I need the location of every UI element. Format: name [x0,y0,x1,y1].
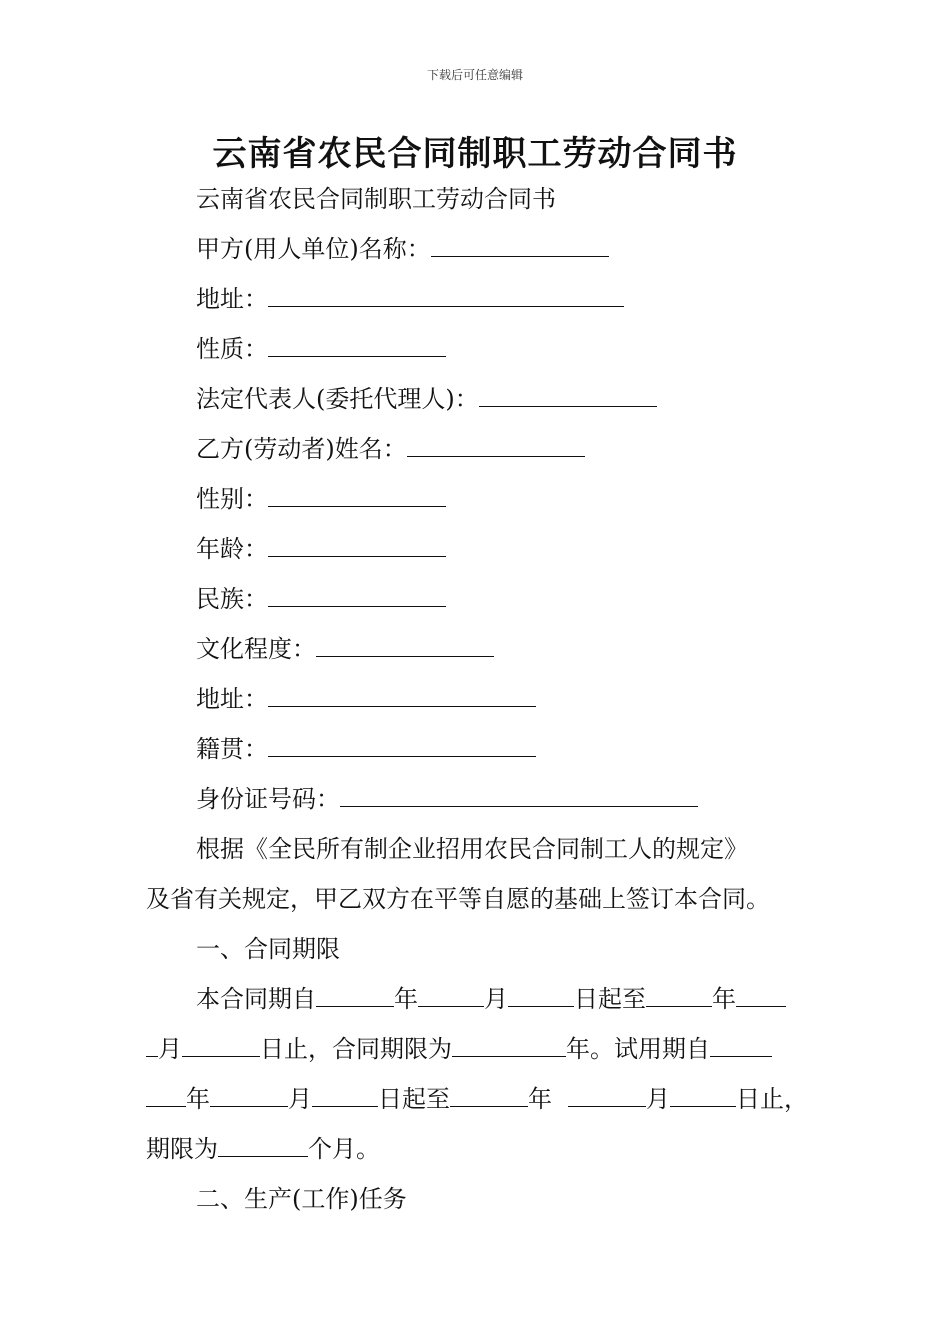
field-ethnicity [196,582,446,616]
field-id-number [196,782,698,816]
term-text: 月 [484,985,508,1013]
fill-blank [479,382,657,407]
term-text: 日止，合同期限为 [260,1035,452,1063]
fill-blank [268,582,446,607]
term-text: 年 [528,1085,552,1113]
fill-blank [210,1082,288,1107]
fill-blank [450,1082,528,1107]
contract-term-line-1 [196,982,786,1016]
term-text: 月 [646,1085,670,1113]
field-label: 法定代表人(委托代理人)： [196,385,479,413]
fill-blank [418,982,484,1007]
field-label: 地址： [196,285,268,313]
fill-blank [268,282,624,307]
fill-blank [452,1032,566,1057]
fill-blank [146,1032,158,1057]
field-label: 年龄： [196,535,268,563]
fill-blank [312,1082,378,1107]
field-employer-address [196,282,624,316]
document-title: 云南省农民合同制职工劳动合同书 [212,134,738,174]
preamble-line-2: 及省有关规定，甲乙双方在平等自愿的基础上签订本合同。 [146,885,770,913]
fill-blank [670,1082,736,1107]
fill-blank [568,1082,646,1107]
contract-term-line-4 [146,1132,380,1166]
field-native-place [196,732,536,766]
term-text: 年 [394,985,418,1013]
field-education [196,632,494,666]
term-text: 日止， [736,1085,808,1113]
term-text: 日起至 [574,985,646,1013]
fill-blank [431,232,609,257]
field-label: 性质： [196,335,268,363]
fill-blank [268,682,536,707]
term-text: 月 [158,1035,182,1063]
field-label: 地址： [196,685,268,713]
fill-blank [316,632,494,657]
fill-blank [508,982,574,1007]
field-label: 民族： [196,585,268,613]
fill-blank [646,982,712,1007]
field-label: 甲方(用人单位)名称： [196,235,431,263]
fill-blank [268,732,536,757]
field-label: 文化程度： [196,635,316,663]
field-legal-representative [196,382,657,416]
fill-blank [710,1032,772,1057]
field-label: 乙方(劳动者)姓名： [196,435,407,463]
fill-blank [316,982,394,1007]
term-text: 年。试用期自 [566,1035,710,1063]
term-text: 年 [712,985,736,1013]
document-subtitle: 云南省农民合同制职工劳动合同书 [196,185,556,213]
contract-term-line-3 [146,1082,808,1116]
fill-blank [407,432,585,457]
fill-blank [146,1082,186,1107]
field-worker-name [196,432,585,466]
term-text: 个月。 [308,1135,380,1163]
term-text: 期限为 [146,1135,218,1163]
fill-blank [268,482,446,507]
field-employer-nature [196,332,446,366]
header-note: 下载后可任意编辑 [426,68,523,82]
section-1-heading: 一、合同期限 [196,935,340,963]
field-label: 身份证号码： [196,785,340,813]
fill-blank [182,1032,260,1057]
term-text: 本合同期自 [196,985,316,1013]
field-gender [196,482,446,516]
fill-blank [736,982,786,1007]
field-label: 性别： [196,485,268,513]
section-2-heading: 二、生产(工作)任务 [196,1185,407,1213]
contract-term-line-2 [146,1032,772,1066]
term-text: 月 [288,1085,312,1113]
field-label: 籍贯： [196,735,268,763]
fill-blank [268,332,446,357]
fill-blank [340,782,698,807]
field-worker-address [196,682,536,716]
preamble-line-1: 根据《全民所有制企业招用农民合同制工人的规定》 [196,835,748,863]
field-employer-name [196,232,609,266]
term-text: 年 [186,1085,210,1113]
fill-blank [218,1132,308,1157]
term-text: 日起至 [378,1085,450,1113]
fill-blank [268,532,446,557]
field-age [196,532,446,566]
